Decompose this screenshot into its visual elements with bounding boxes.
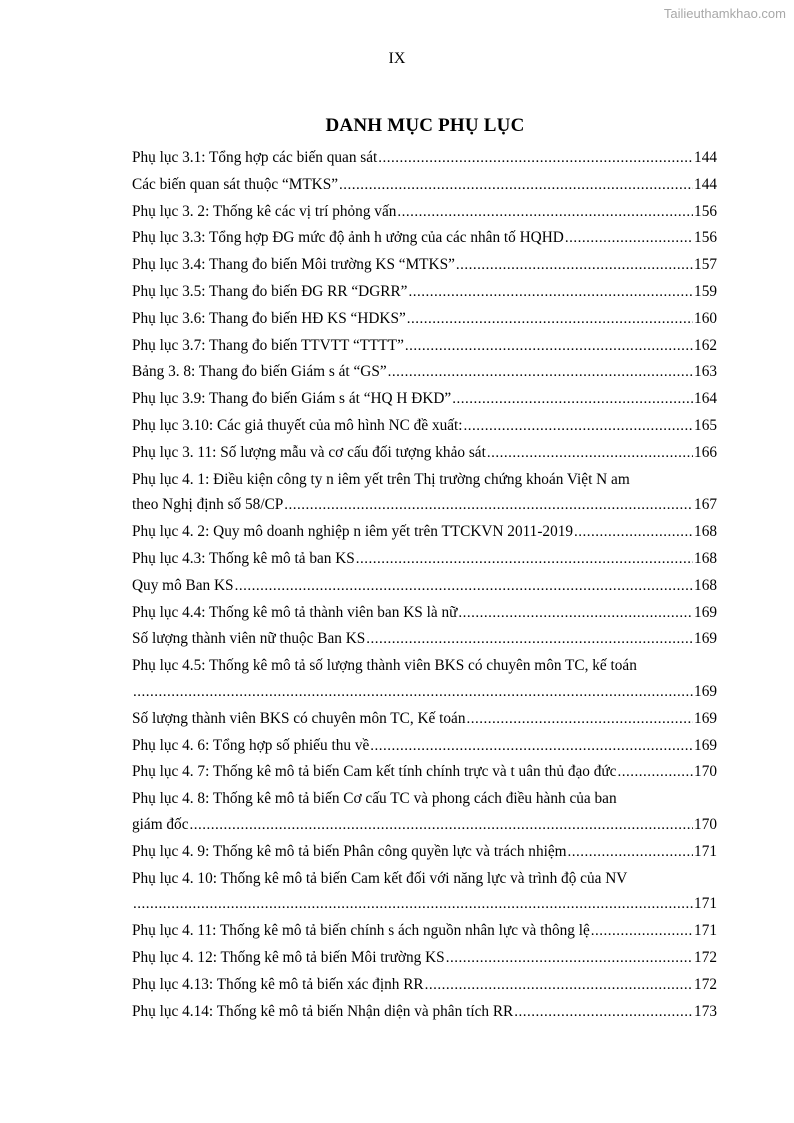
toc-entry-title-line: Phụ lục 4. 10: Thống kê mô tả biến Cam kết đối với năng lực và trình độ của NV: [132, 869, 628, 887]
toc-entry-page-number: 170: [694, 763, 717, 781]
toc-entry-title: Phụ lục 3.7: Thang đo biến TTVTT “TTTT”: [132, 336, 404, 354]
toc-entry-page-number: 168: [694, 523, 717, 541]
toc-entry-row: [132, 546, 717, 573]
toc-entry[interactable]: [132, 573, 717, 600]
watermark-text: Tailieuthamkhao.com: [663, 6, 786, 21]
toc-entry-page-number: 172: [694, 948, 717, 966]
toc-entry-title: Quy mô Ban KS: [132, 576, 234, 594]
toc-entry-title: Phụ lục 4. 7: Thống kê mô tả biến Cam kết tính chính trực và t uân thủ đạo đức: [132, 763, 617, 781]
toc-entry-row: [132, 279, 717, 306]
toc-entry-page-number: 172: [694, 975, 717, 993]
toc-entry[interactable]: [132, 386, 717, 413]
toc-entry[interactable]: [132, 945, 717, 972]
toc-entry-page-number: 156: [694, 202, 717, 220]
toc-entry-title: Phụ lục 3.3: Tổng hợp ĐG mức độ ảnh h ưởng của các nhân tố HQHD: [132, 229, 564, 247]
dot-leader: [366, 627, 693, 653]
toc-entry-page-number: 171: [694, 922, 717, 940]
dot-leader: [339, 173, 693, 199]
toc-entry-page-number: 160: [694, 309, 717, 327]
toc-entry[interactable]: [132, 786, 717, 839]
toc-entry[interactable]: [132, 172, 717, 199]
toc-entry[interactable]: [132, 440, 717, 467]
toc-entry-page-number: 169: [694, 682, 717, 700]
toc-entry-page-number: 171: [694, 895, 717, 913]
toc-entry-row: [132, 891, 717, 918]
toc-entry-title: Phụ lục 4. 2: Quy mô doanh nghiệp n iêm yết trên TTCKVN 2011-2019: [132, 523, 574, 541]
toc-entry-row: [132, 759, 717, 786]
toc-entry-title-line: Phụ lục 4.5: Thống kê mô tả số lượng thành viên BKS có chuyên môn TC, kế toán: [132, 657, 637, 675]
toc-entry-title: Phụ lục 4. 11: Thống kê mô tả biến chính s ách nguồn nhân lực và thông lệ: [132, 922, 590, 940]
toc-entry-title: Phụ lục 4. 6: Tổng hợp số phiếu thu về: [132, 736, 370, 754]
toc-entry-title: Số lượng thành viên BKS có chuyên môn TC, Kế toán: [132, 709, 466, 727]
toc-entry-row: [132, 839, 717, 866]
toc-entry-title: theo Nghị định số 58/CP: [132, 496, 284, 514]
toc-entry-row: [132, 945, 717, 972]
toc-entry[interactable]: [132, 839, 717, 866]
toc-entry-page-number: 144: [694, 149, 717, 166]
toc-entry-page-number: 169: [694, 709, 717, 727]
toc-entry-page-number: 166: [694, 443, 717, 461]
toc-entry-page-number: 159: [694, 282, 717, 300]
toc-entry-title-line: Phụ lục 4. 1: Điều kiện công ty n iêm yết trên Thị trường chứng khoán Việt N am: [132, 470, 630, 488]
toc-entry-title: Phụ lục 3.5: Thang đo biến ĐG RR “DGRR”: [132, 282, 408, 300]
toc-entry-row: [132, 573, 717, 600]
dot-leader: [388, 360, 693, 386]
dot-leader: [464, 414, 694, 440]
toc-entry[interactable]: [132, 999, 717, 1026]
dot-leader: [235, 574, 693, 600]
toc-entry-row: [132, 679, 717, 706]
toc-entry-page-number: 162: [694, 336, 717, 354]
toc-entry-row: [132, 225, 717, 252]
toc-entry-row: [132, 306, 717, 333]
toc-entry-row: [132, 600, 717, 627]
toc-entry-row: [132, 359, 717, 386]
toc-entry-page-number: 169: [694, 603, 717, 621]
dot-leader: [370, 734, 693, 760]
toc-entry-page-number: 169: [694, 736, 717, 754]
toc-entry[interactable]: [132, 333, 717, 360]
toc-entry-page-number: 168: [694, 549, 717, 567]
dot-leader: [425, 973, 693, 999]
toc-entry-row: [132, 812, 717, 839]
toc-entry-title: Bảng 3. 8: Thang đo biến Giám s át “GS”: [132, 363, 387, 381]
toc-entry-title-line: Phụ lục 4. 8: Thống kê mô tả biến Cơ cấu TC và phong cách điều hành của ban: [132, 790, 617, 808]
toc-entry-row: [132, 145, 717, 172]
toc-entry-page-number: 163: [694, 363, 717, 381]
toc-entry-title: Số lượng thành viên nữ thuộc Ban KS: [132, 630, 366, 648]
toc-entry[interactable]: [132, 306, 717, 333]
dot-leader: [284, 493, 693, 519]
toc-entry[interactable]: [132, 866, 717, 919]
toc-entry-page-number: 165: [694, 416, 717, 434]
toc-entry-row: [132, 999, 717, 1026]
toc-entry[interactable]: [132, 252, 717, 279]
toc-entry[interactable]: [132, 733, 717, 760]
toc-entry-row: [132, 199, 717, 226]
toc-entry-row: [132, 626, 717, 653]
toc-entry[interactable]: [132, 626, 717, 653]
toc-entry-row: [132, 706, 717, 733]
toc-entry-title: Phụ lục 4.3: Thống kê mô tả ban KS: [132, 549, 355, 567]
toc-entry-title: Phụ lục 4. 12: Thống kê mô tả biến Môi trường KS: [132, 948, 445, 966]
table-of-appendices: [132, 145, 717, 1025]
dot-leader: [514, 1000, 693, 1026]
toc-entry[interactable]: [132, 653, 717, 706]
dot-leader: [458, 601, 693, 627]
toc-entry-page-number: 171: [694, 842, 717, 860]
dot-leader: [466, 707, 693, 733]
toc-entry-row: [132, 972, 717, 999]
toc-entry-page-number: 169: [694, 630, 717, 648]
toc-entry-title: Phụ lục 3.9: Thang đo biến Giám s át “HQ H ĐKD”: [132, 390, 452, 408]
toc-entry-title: Phụ lục 3.1: Tổng hợp các biến quan sát: [132, 149, 378, 166]
toc-entry-title: Phụ lục 3.10: Các giả thuyết của mô hình NC đề xuất:: [132, 416, 463, 434]
dot-leader: [574, 520, 693, 546]
toc-entry-title: Phụ lục 3.6: Thang đo biến HĐ KS “HDKS”: [132, 309, 406, 327]
toc-entry-row: [132, 333, 717, 360]
dot-leader: [133, 680, 693, 706]
toc-entry-title: Phụ lục 3. 2: Thống kê các vị trí phỏng vấn: [132, 202, 397, 220]
dot-leader: [133, 892, 693, 918]
toc-entry[interactable]: [132, 546, 717, 573]
toc-entry-page-number: 157: [694, 256, 717, 274]
toc-entry-title: Phụ lục 4. 9: Thống kê mô tả biến Phân công quyền lực và trách nhiệm: [132, 842, 567, 860]
toc-entry[interactable]: [132, 199, 717, 226]
toc-entry[interactable]: [132, 600, 717, 627]
toc-entry-title: Phụ lục 4.13: Thống kê mô tả biến xác định RR: [132, 975, 424, 993]
dot-leader: [568, 840, 694, 866]
dot-leader: [591, 919, 693, 945]
dot-leader: [617, 760, 693, 786]
toc-entry-row: [132, 492, 717, 519]
page-title: DANH MỤC PHỤ LỤC: [325, 115, 525, 136]
dot-leader: [456, 253, 693, 279]
toc-entry-page-number: 164: [694, 390, 717, 408]
toc-entry-title: Các biến quan sát thuộc “MTKS”: [132, 175, 339, 193]
toc-entry[interactable]: [132, 413, 717, 440]
dot-leader: [356, 547, 693, 573]
toc-entry-title: giám đốc: [132, 815, 189, 833]
toc-entry-page-number: 173: [694, 1002, 717, 1020]
toc-entry-title: Phụ lục 4.4: Thống kê mô tả thành viên ban KS là nữ: [132, 603, 458, 621]
toc-entry[interactable]: [132, 972, 717, 999]
dot-leader: [397, 200, 693, 226]
toc-entry-row: [132, 733, 717, 760]
toc-entry-title: Phụ lục 4.14: Thống kê mô tả biến Nhận diện và phân tích RR: [132, 1002, 514, 1020]
toc-entry-row: [132, 172, 717, 199]
dot-leader: [405, 334, 693, 360]
toc-entry[interactable]: [132, 145, 717, 172]
toc-entry-page-number: 170: [694, 815, 717, 833]
toc-entry[interactable]: [132, 519, 717, 546]
dot-leader: [565, 226, 693, 252]
dot-leader: [190, 813, 694, 839]
dot-leader: [446, 946, 693, 972]
dot-leader: [407, 307, 693, 333]
dot-leader: [452, 387, 693, 413]
toc-entry[interactable]: [132, 359, 717, 386]
dot-leader: [408, 280, 693, 306]
toc-entry-page-number: 144: [694, 175, 717, 193]
toc-entry[interactable]: [132, 706, 717, 733]
toc-entry-row: [132, 413, 717, 440]
dot-leader: [487, 441, 693, 467]
page-number: IX: [388, 50, 406, 67]
toc-entry[interactable]: [132, 467, 717, 520]
toc-entry[interactable]: [132, 225, 717, 252]
toc-entry-row: [132, 918, 717, 945]
toc-entry-row: [132, 252, 717, 279]
toc-entry-row: [132, 386, 717, 413]
toc-entry-page-number: 156: [694, 229, 717, 247]
toc-entry-title: Phụ lục 3. 11: Số lượng mẫu và cơ cấu đối tượng khảo sát: [132, 443, 486, 461]
toc-entry[interactable]: [132, 759, 717, 786]
toc-entry[interactable]: [132, 918, 717, 945]
toc-entry-page-number: 168: [694, 576, 717, 594]
toc-entry-page-number: 167: [694, 496, 717, 514]
dot-leader: [378, 146, 693, 172]
toc-entry-title: Phụ lục 3.4: Thang đo biến Môi trường KS “MTKS”: [132, 256, 455, 274]
toc-entry-row: [132, 519, 717, 546]
toc-entry[interactable]: [132, 279, 717, 306]
toc-entry-row: [132, 440, 717, 467]
